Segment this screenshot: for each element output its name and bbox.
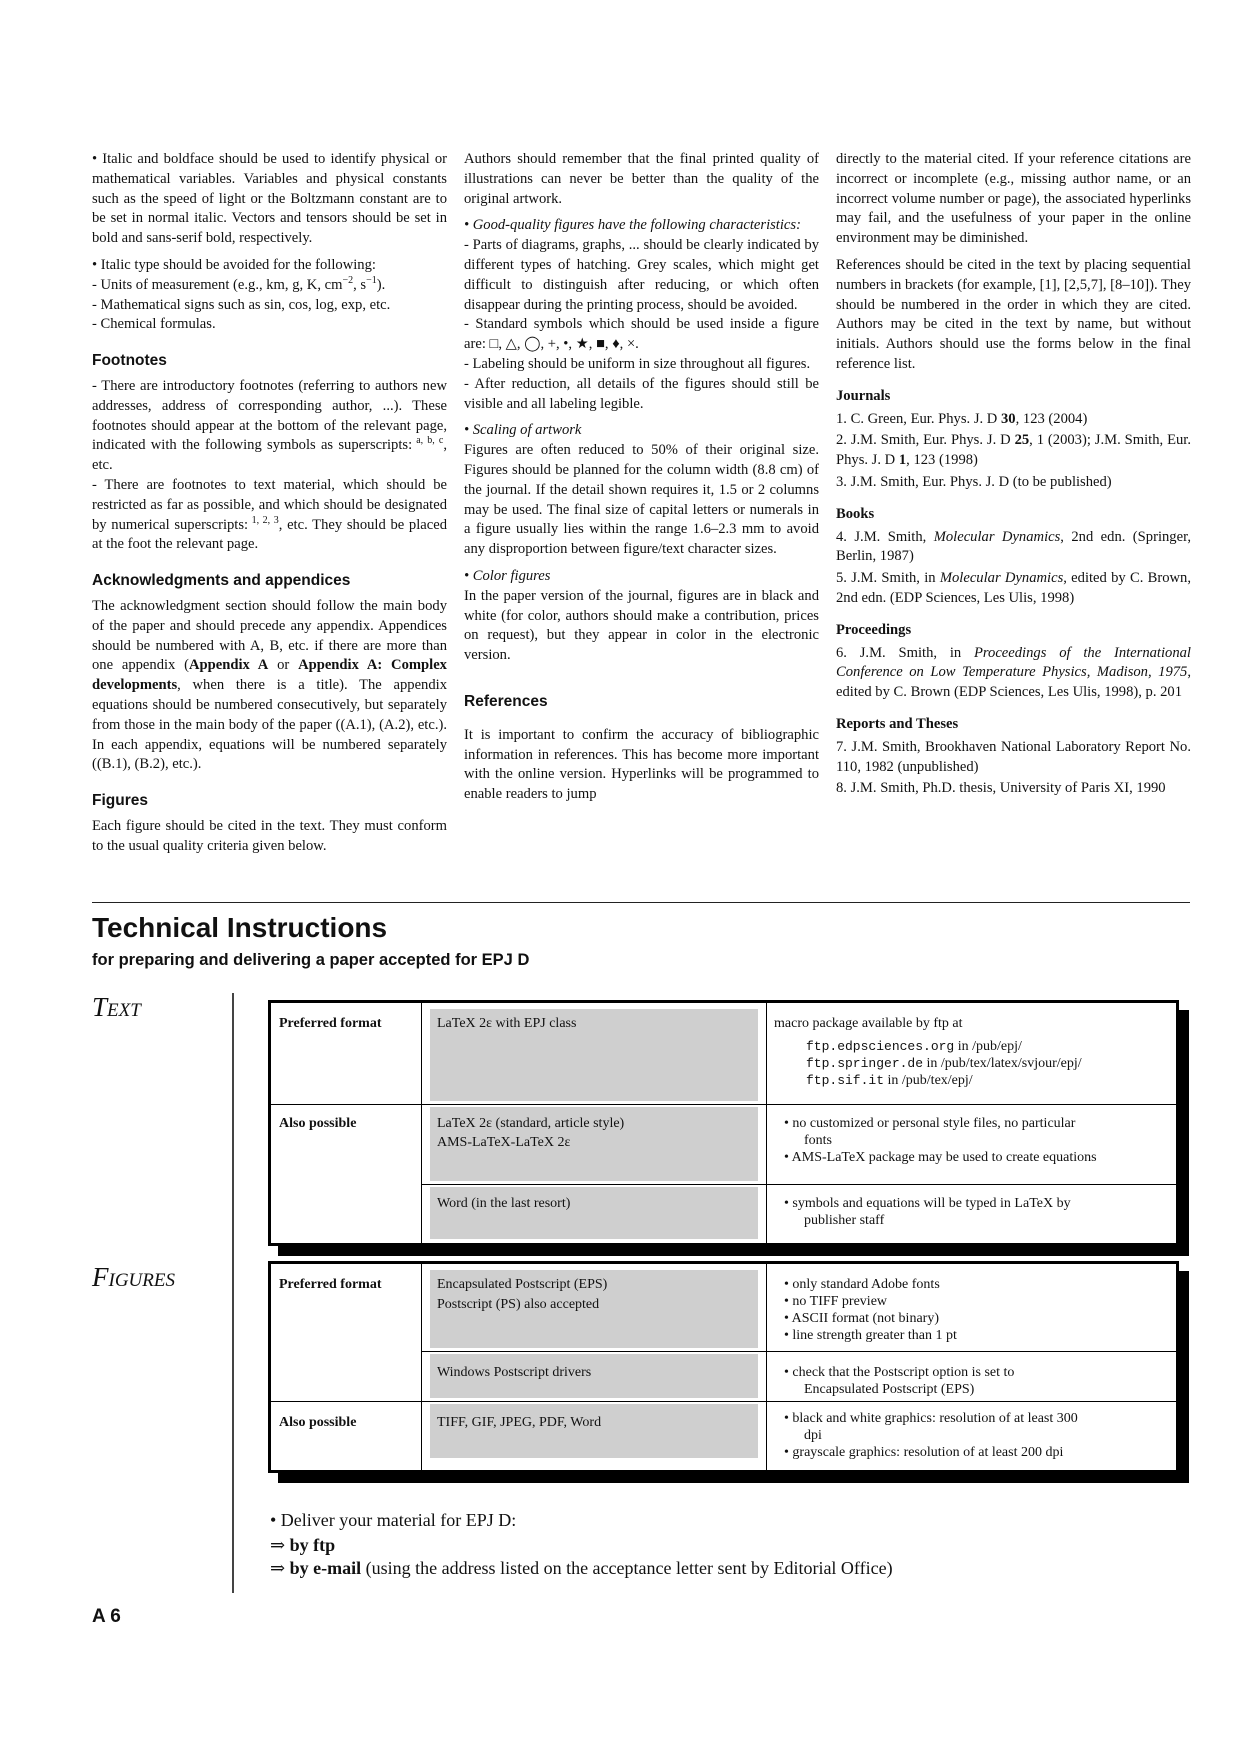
reference-7: 7. J.M. Smith, Brookhaven National Laboratory Report No. 110, 1982 (unpublished) bbox=[836, 738, 1191, 775]
column-3 bbox=[836, 150, 1191, 801]
acknowledgments-paragraph: The acknowledgment section should follow the main body of the paper and should precede any appendix. Appendices should be numbered with A, B, etc. if there are more than one appendix (Appendix A or Appendix A: Complex developments, when there is a title). The appendix equations should be numbered consecutively, but separately from those in the main body of the paper ((A.1), (A.2), etc.). In each appendix, equations will be numbered separately ((B.1), (B.2), etc.). bbox=[92, 597, 447, 773]
figures-windows-drivers: Windows Postscript drivers bbox=[437, 1365, 592, 1380]
good-quality-item-4: - After reduction, all details of the figures should still be visible and all labeling legible. bbox=[464, 375, 819, 412]
text-table-col-divider-2 bbox=[766, 1003, 767, 1243]
text-preferred-format-label: Preferred format bbox=[279, 1016, 382, 1031]
figures-preferred-format-2: Postscript (PS) also accepted bbox=[437, 1297, 600, 1312]
text-ftp-note: macro package available by ftp at bbox=[774, 1016, 963, 1031]
text-also-possible-format-1: LaTeX 2ε (standard, article style) bbox=[437, 1116, 625, 1131]
column-2 bbox=[464, 150, 819, 812]
footnotes-heading: Footnotes bbox=[92, 352, 167, 370]
paragraph-citation-format: References should be cited in the text by placing sequential numbers in brackets (for example, [1], [2,5,7], [8–10]). They should be numbered in the order in which they are cited. Authors may be cited in the text by name, but without initials. Authors should use the forms below in the final reference list. bbox=[836, 256, 1191, 372]
text-also-possible-label: Also possible bbox=[279, 1116, 357, 1131]
avoid-math: - Mathematical signs such as sin, cos, log, exp, etc. bbox=[92, 296, 391, 313]
text-also-possible-note-1: • no customized or personal style files, no particular fonts bbox=[784, 1116, 1076, 1148]
figures-table-col-divider-1 bbox=[421, 1264, 422, 1470]
good-quality-item-2: - Standard symbols which should be used inside a figure are: □, △, ◯, +, •, ★, ■, ♦, ×. bbox=[464, 316, 819, 353]
arrow-icon: ⇒ bbox=[270, 1535, 286, 1555]
figures-also-possible-note-1: • black and white graphics: resolution of at least 300 dpi bbox=[784, 1411, 1078, 1443]
figures-paragraph: Each figure should be cited in the text. They must conform to the usual quality criteria given below. bbox=[92, 817, 447, 854]
reference-4: 4. J.M. Smith, Molecular Dynamics, 2nd edn. (Springer, Berlin, 1987) bbox=[836, 528, 1191, 565]
figures-table-row-divider-2 bbox=[271, 1401, 1176, 1402]
journals-heading: Journals bbox=[836, 387, 891, 404]
good-quality-heading: • Good-quality figures have the following characteristics: bbox=[464, 217, 801, 234]
text-word-format: Word (in the last resort) bbox=[437, 1196, 571, 1211]
color-paragraph: In the paper version of the journal, figures are in black and white (for color, authors should make a contribution, prices on request), but they appear in color in the electronic version. bbox=[464, 587, 819, 664]
technical-instructions-subtitle: for preparing and delivering a paper accepted for EPJ D bbox=[92, 951, 530, 969]
scaling-heading: • Scaling of artwork bbox=[464, 422, 582, 439]
arrow-icon: ⇒ bbox=[270, 1558, 286, 1578]
figures-windows-note: • check that the Postscript option is set to Encapsulated Postscript (EPS) bbox=[784, 1365, 1015, 1397]
figures-also-possible-label: Also possible bbox=[279, 1415, 357, 1430]
figures-table-gray-3 bbox=[430, 1404, 758, 1458]
acknowledgments-heading: Acknowledgments and appendices bbox=[92, 572, 351, 590]
reference-8: 8. J.M. Smith, Ph.D. thesis, University of Paris XI, 1990 bbox=[836, 780, 1166, 797]
references-heading: References bbox=[464, 692, 548, 710]
figures-table bbox=[268, 1261, 1179, 1473]
section-label-figures: Figures bbox=[92, 1262, 175, 1292]
paragraph-italic-avoid bbox=[92, 256, 447, 335]
reference-1: 1. C. Green, Eur. Phys. J. D 30, 123 (2004) bbox=[836, 410, 1088, 427]
figures-preferred-note-1: • only standard Adobe fonts bbox=[784, 1277, 940, 1292]
reference-6: 6. J.M. Smith, in Proceedings of the International Conference on Low Temperature Physics, Madison, 1975, edited by C. Brown (EDP Sciences, Les Ulis, 1998), p. 201 bbox=[836, 644, 1191, 701]
text-also-possible-note-2: • AMS-LaTeX package may be used to create equations bbox=[784, 1150, 1097, 1165]
text-also-possible-format-2: AMS-LaTeX-LaTeX 2ε bbox=[437, 1135, 571, 1150]
references-paragraph: It is important to confirm the accuracy of bibliographic information in references. This has become more important with the online version. Hyperlinks will be programmed to enable readers to jump bbox=[464, 726, 819, 803]
avoid-chem: - Chemical formulas. bbox=[92, 316, 216, 333]
figures-preferred-note-3: • ASCII format (not binary) bbox=[784, 1311, 939, 1326]
text-ftp-address-3: ftp.sif.it in /pub/tex/epj/ bbox=[806, 1073, 973, 1088]
section-divider bbox=[92, 902, 1190, 903]
footnotes-paragraph-2: - There are footnotes to text material, which should be restricted as far as possible, and which should be designated by numerical superscripts: $^{1, 2, 3}$, etc. They should be placed at the foot the relevant page. bbox=[92, 476, 447, 553]
text-table-row-divider-2 bbox=[421, 1184, 1176, 1185]
delivery-intro: • Deliver your material for EPJ D: bbox=[270, 1510, 517, 1530]
text-ftp-address-2: ftp.springer.de in /pub/tex/latex/svjour/epj/ bbox=[806, 1056, 1082, 1071]
technical-instructions-title: Technical Instructions bbox=[92, 912, 388, 943]
figures-preferred-note-2: • no TIFF preview bbox=[784, 1294, 888, 1309]
column-1 bbox=[92, 150, 447, 864]
section-label-text: Text bbox=[92, 992, 141, 1022]
figures-table-row-divider-1 bbox=[421, 1351, 1176, 1352]
paragraph-italic-boldface: • Italic and boldface should be used to identify physical or mathematical variables. Variables and physical constants such as the speed of light or the Boltzmann constant are to be set in normal italic. Vectors and tensors should be set in bold and sans-serif bold, respectively. bbox=[92, 151, 447, 247]
figures-preferred-format-1: Encapsulated Postscript (EPS) bbox=[437, 1277, 608, 1292]
text-ftp-address-1: ftp.edpsciences.org in /pub/epj/ bbox=[806, 1039, 1022, 1054]
footnotes-paragraph-1: - There are introductory footnotes (referring to authors new addresses, address of corresponding author, ...). These footnotes should appear at the bottom of the relevant page, indicated with the following symbols as superscripts: $^{a, b, c}$, etc. bbox=[92, 377, 447, 474]
color-heading: • Color figures bbox=[464, 567, 551, 584]
page-number: A 6 bbox=[92, 1606, 121, 1627]
figures-also-possible-format: TIFF, GIF, JPEG, PDF, Word bbox=[437, 1415, 602, 1430]
delivery-ftp: ⇒ by ftp bbox=[270, 1535, 336, 1555]
good-quality-item-1: - Parts of diagrams, graphs, ... should be clearly indicated by different types of hatching. Grey scales, which might get difficult to distinguish after reducing, or which often disappear during the printing process, should be avoided. bbox=[464, 237, 819, 313]
text-table-row-divider-1 bbox=[271, 1104, 1176, 1105]
paragraph-artwork-quality: Authors should remember that the final printed quality of illustrations can never be better than the quality of the original artwork. bbox=[464, 151, 819, 207]
scaling-paragraph: Figures are often reduced to 50% of their original size. Figures should be planned for the column width (8.8 cm) of the journal. If the detail shown requires it, 1.5 or 2 columns may be used. The final size of capital letters or numerals in a figure usually lies within the range 1.6–2.3 mm to avoid any disproportion between figure/text character sizes. bbox=[464, 442, 819, 558]
figures-preferred-note-4: • line strength greater than 1 pt bbox=[784, 1328, 957, 1343]
figures-heading: Figures bbox=[92, 792, 148, 810]
figures-preferred-format-label: Preferred format bbox=[279, 1277, 382, 1292]
good-quality-item-3: - Labeling should be uniform in size throughout all figures. bbox=[464, 355, 811, 372]
figures-table-col-divider-2 bbox=[766, 1264, 767, 1470]
books-heading: Books bbox=[836, 505, 875, 522]
text-preferred-format-value: LaTeX 2ε with EPJ class bbox=[437, 1016, 577, 1031]
text-word-note: • symbols and equations will be typed in LaTeX by publisher staff bbox=[784, 1196, 1071, 1228]
vertical-margin-rule bbox=[232, 993, 234, 1593]
text-table-col-divider-1 bbox=[421, 1003, 422, 1243]
paragraph-citation-accuracy: directly to the material cited. If your reference citations are incorrect or incomplete (e.g., missing author name, or an incorrect volume number or page), the associated hyperlinks may fail, and the usefulness of your paper in the online environment may be diminished. bbox=[836, 151, 1191, 247]
reference-3: 3. J.M. Smith, Eur. Phys. J. D (to be published) bbox=[836, 473, 1112, 490]
avoid-units: - Units of measurement (e.g., km, g, K, $cm^{-2}$, $s^{-1}$). bbox=[92, 274, 386, 293]
text-table bbox=[268, 1000, 1179, 1246]
reports-heading: Reports and Theses bbox=[836, 715, 959, 732]
figures-also-possible-note-2: • grayscale graphics: resolution of at least 200 dpi bbox=[784, 1445, 1064, 1460]
reference-5: 5. J.M. Smith, in Molecular Dynamics, edited by C. Brown, 2nd edn. (EDP Sciences, Les Ulis, 1998) bbox=[836, 570, 1191, 606]
reference-2: 2. J.M. Smith, Eur. Phys. J. D 25, 1 (2003); J.M. Smith, Eur. Phys. J. D 1, 123 (1998) bbox=[836, 432, 1191, 469]
delivery-email: ⇒ by e-mail (using the address listed on the acceptance letter sent by Editorial Office) bbox=[270, 1558, 893, 1578]
avoid-intro: • Italic type should be avoided for the following: bbox=[92, 256, 376, 273]
proceedings-heading: Proceedings bbox=[836, 621, 912, 638]
